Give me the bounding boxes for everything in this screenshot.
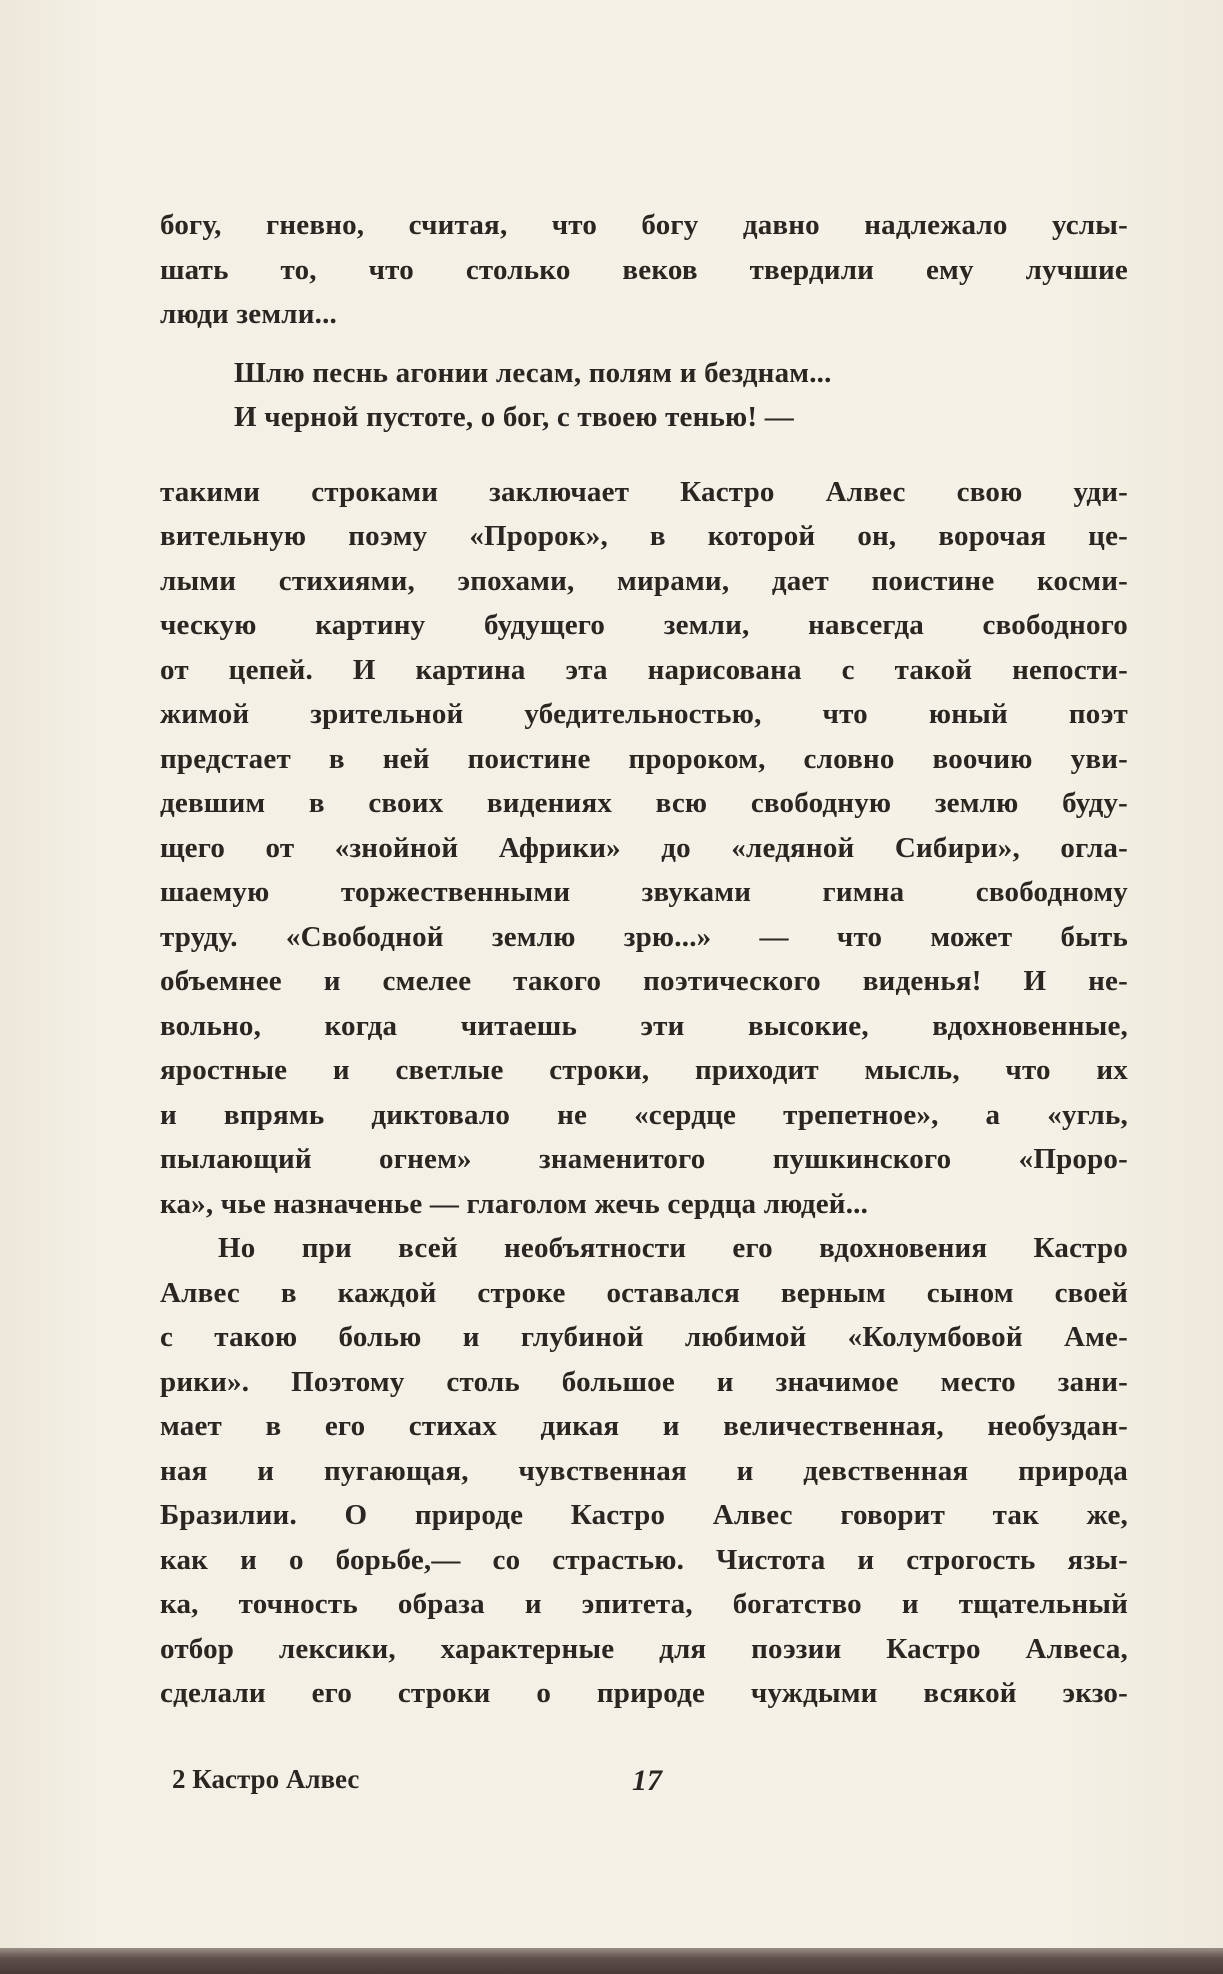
text-line: Бразилии. О природе Кастро Алвес говорит так же,	[160, 1499, 1128, 1531]
book-edge	[0, 1948, 1223, 1974]
text-line: предстает в ней поистине пророком, словно воочию уви-	[160, 742, 1128, 775]
page-footer	[172, 1764, 1072, 1804]
text-line: лыми стихиями, эпохами, мирами, дает поистине косми-	[160, 564, 1128, 597]
page-body	[160, 203, 1128, 1716]
paragraph-2	[160, 470, 1128, 1227]
text-line: ная и пугающая, чувственная и девственная природа	[160, 1454, 1128, 1487]
page-number: 17	[632, 1764, 662, 1797]
printer-signature: 2 Кастро Алвес	[172, 1764, 360, 1794]
text-line: богу, гневно, считая, что богу давно надлежало услы-	[160, 209, 1128, 241]
text-line: ка», чье назначенье — глаголом жечь сердца людей...	[160, 1187, 869, 1220]
text-line: как и о борьбе,— со страстью. Чистота и строгость язы-	[160, 1543, 1128, 1576]
text-line: вительную поэму «Пророк», в которой он, ворочая це-	[160, 520, 1128, 552]
verse-quote	[234, 351, 1128, 440]
text-line: ка, точность образа и эпитета, богатство и тщательный	[160, 1588, 1128, 1620]
text-line: И черной пустоте, о бог, с твоею тенью! —	[234, 401, 794, 433]
text-line: с такою болью и глубиной любимой «Колумбовой Аме-	[160, 1321, 1128, 1353]
text-line: ческую картину будущего земли, навсегда свободного	[160, 609, 1128, 641]
text-line: труду. «Свободной землю зрю...» — что может быть	[160, 920, 1128, 953]
spacer	[160, 440, 1128, 470]
text-line: мает в его стихах дикая и величественная, необуздан-	[160, 1410, 1128, 1442]
text-line: пылающий огнем» знаменитого пушкинского «Проро-	[160, 1143, 1128, 1175]
text-line: сделали его строки о природе чуждыми всякой экзо-	[160, 1677, 1128, 1709]
text-line: щего от «знойной Африки» до «ледяной Сибири», огла-	[160, 831, 1128, 864]
spacer	[160, 337, 1128, 351]
text-line: отбор лексики, характерные для поэзии Кастро Алвеса,	[160, 1632, 1128, 1665]
text-line: рики». Поэтому столь большое и значимое место зани-	[160, 1365, 1128, 1398]
text-line: и впрямь диктовало не «сердце трепетное», а «угль,	[160, 1098, 1128, 1131]
text-line: яростные и светлые строки, приходит мысль, что их	[160, 1054, 1128, 1086]
text-line: объемнее и смелее такого поэтического виденья! И не-	[160, 965, 1128, 997]
text-line: люди земли...	[160, 298, 338, 330]
text-line: от цепей. И картина эта нарисована с такой непости-	[160, 653, 1128, 686]
paragraph-1	[160, 203, 1128, 337]
text-line: вольно, когда читаешь эти высокие, вдохновенные,	[160, 1009, 1128, 1042]
text-line: такими строками заключает Кастро Алвес свою уди-	[160, 475, 1128, 508]
text-line: Шлю песнь агонии лесам, полям и безднам...	[234, 356, 832, 389]
text-line: шаемую торжественными звуками гимна свободному	[160, 876, 1128, 908]
text-line: Но при всей необъятности его вдохновения Кастро	[218, 1232, 1128, 1264]
text-line: жимой зрительной убедительностью, что юный поэт	[160, 698, 1128, 730]
text-line: девшим в своих видениях всю свободную землю буду-	[160, 787, 1128, 819]
text-line: Алвес в каждой строке оставался верным сыном своей	[160, 1276, 1128, 1309]
paragraph-3	[160, 1226, 1128, 1716]
text-line: шать то, что столько веков твердили ему лучшие	[160, 253, 1128, 286]
